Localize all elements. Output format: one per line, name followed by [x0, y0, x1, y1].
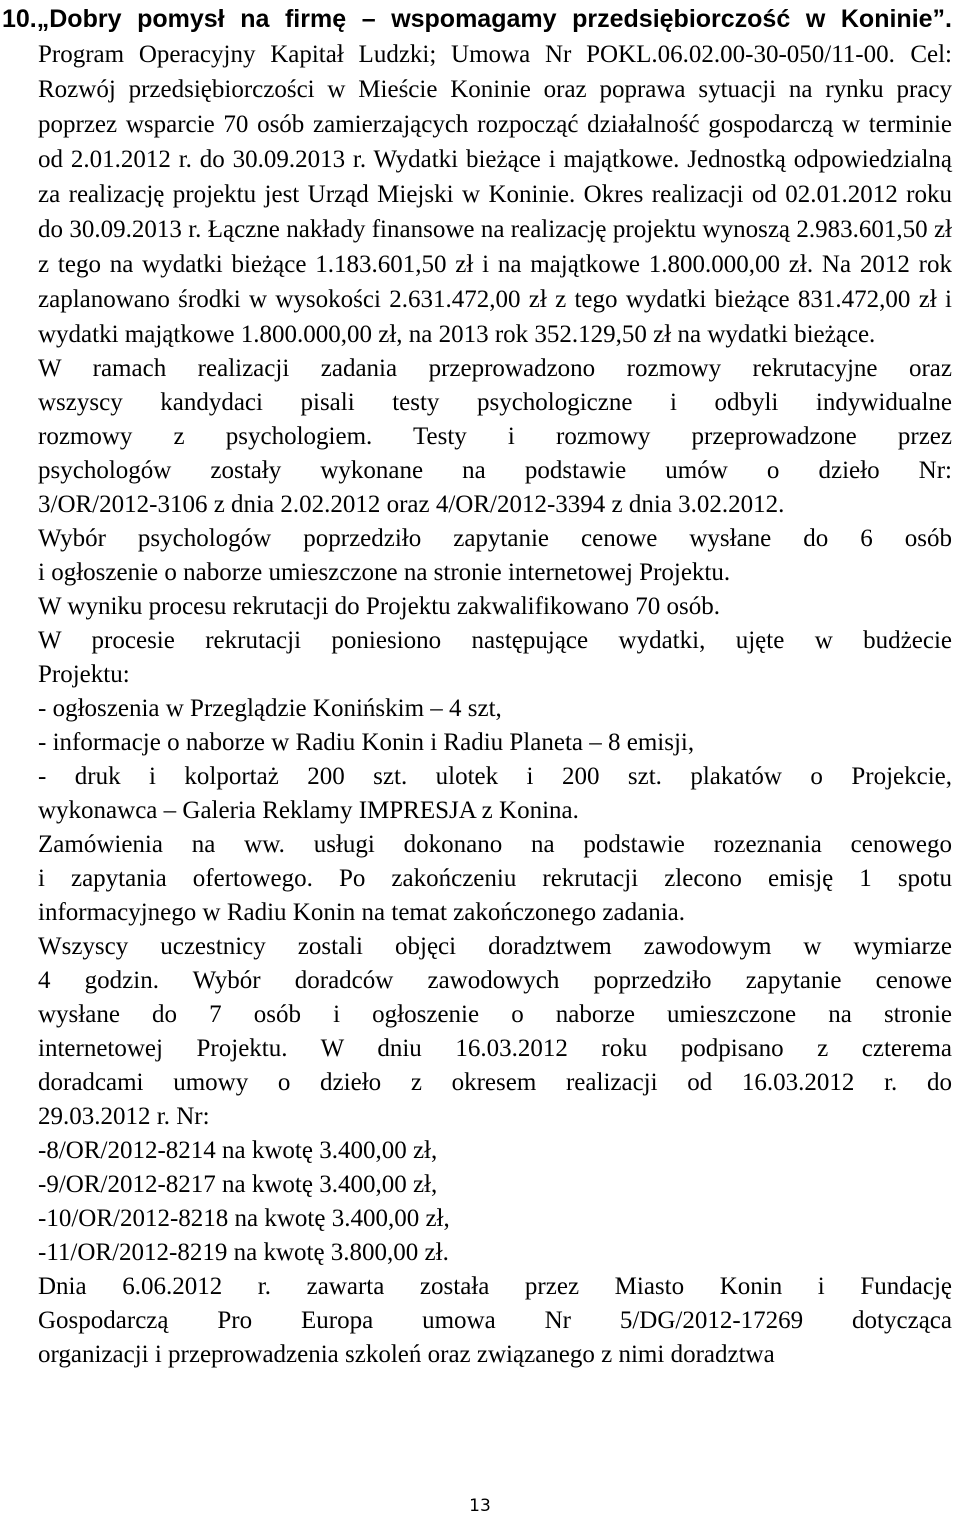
text-line: wysłane do 7 osób i ogłoszenie o naborze umieszczone na stronie [38, 1001, 952, 1028]
paragraph [38, 828, 952, 930]
paragraph [38, 1168, 952, 1202]
text-line: Gospodarczą Pro Europa umowa Nr 5/DG/2012-17269 dotycząca [38, 1307, 952, 1334]
section-description: Cel: Rozwój przedsiębiorczości w Mieście Koninie oraz poprawa sytuacji na rynku pracy poprzez wsparcie 70 osób zamierzających rozpocząć działalność gospodarczą w terminie od 2.01.2012 r. do 30.09.2013 r. Wydatki bieżące i majątkowe. Jednostką odpowiedzialną za realizację projektu jest Urząd Miejski w Koninie. Okres realizacji od 02.01.2012 roku do 30.09.2013 r. Łączne nakłady finansowe na realizację projektu wynoszą 2.983.601,50 zł z tego na wydatki bieżące 1.183.601,50 zł i na majątkowe 1.800.000,00 zł. Na 2012 rok zaplanowano środki w wysokości 2.631.472,00 zł z tego wydatki bieżące 831.472,00 zł i wydatki majątkowe 1.800.000,00 zł, na 2013 rok 352.129,50 zł na wydatki bieżące. [38, 41, 952, 348]
text-line: W ramach realizacji zadania przeprowadzono rozmowy rekrutacyjne oraz [38, 355, 952, 382]
text-line: - informacje o naborze w Radiu Konin i Radiu Planeta – 8 emisji, [38, 729, 695, 756]
section-heading [2, 2, 952, 352]
text-line: wszyscy kandydaci pisali testy psychologiczne i odbyli indywidualne [38, 389, 952, 416]
text-line: Projektu: [38, 661, 130, 688]
text-line: internetowej Projektu. W dniu 16.03.2012 roku podpisano z czterema [38, 1035, 952, 1062]
paragraph [38, 522, 952, 590]
document-body [38, 352, 952, 1372]
paragraph [38, 352, 952, 522]
text-line: rozmowy z psychologiem. Testy i rozmowy przeprowadzone przez [38, 423, 952, 450]
text-line: psychologów zostały wykonane na podstawie umów o dzieło Nr: [38, 457, 952, 484]
text-line: -11/OR/2012-8219 na kwotę 3.800,00 zł. [38, 1239, 449, 1266]
section-heading-title: 10.„Dobry pomysł na firmę – wspomagamy przedsiębiorczość w Koninie”. [2, 5, 952, 33]
paragraph [38, 1270, 952, 1372]
text-line: Zamówienia na ww. usługi dokonano na podstawie rozeznania cenowego [38, 831, 952, 858]
text-line: -8/OR/2012-8214 na kwotę 3.400,00 zł, [38, 1137, 438, 1164]
text-line: -10/OR/2012-8218 na kwotę 3.400,00 zł, [38, 1205, 450, 1232]
paragraph [38, 930, 952, 1134]
paragraph [38, 760, 952, 828]
paragraph [38, 726, 952, 760]
section-heading-program: Program Operacyjny Kapitał Ludzki; Umowa Nr POKL.06.02.00-30-050/11-00. [38, 41, 895, 68]
text-line: 4 godzin. Wybór doradców zawodowych poprzedziło zapytanie cenowe [38, 967, 952, 994]
text-line: i ogłoszenie o naborze umieszczone na stronie internetowej Projektu. [38, 559, 731, 586]
paragraph [38, 1236, 952, 1270]
paragraph [38, 692, 952, 726]
text-line: 3/OR/2012-3106 z dnia 2.02.2012 oraz 4/OR/2012-3394 z dnia 3.02.2012. [38, 491, 785, 518]
text-line: i zapytania ofertowego. Po zakończeniu rekrutacji zlecono emisję 1 spotu [38, 865, 952, 892]
paragraph [38, 1134, 952, 1168]
text-line: - ogłoszenia w Przeglądzie Konińskim – 4 szt, [38, 695, 502, 722]
text-line: W procesie rekrutacji poniesiono następujące wydatki, ujęte w budżecie [38, 627, 952, 654]
text-line: organizacji i przeprowadzenia szkoleń oraz związanego z nimi doradztwa [38, 1341, 775, 1368]
paragraph [38, 1202, 952, 1236]
paragraph [38, 624, 952, 692]
text-line: wykonawca – Galeria Reklamy IMPRESJA z Konina. [38, 797, 579, 824]
text-line: Wybór psychologów poprzedziło zapytanie cenowe wysłane do 6 osób [38, 525, 952, 552]
page-number: 13 [469, 1496, 491, 1516]
text-line: Dnia 6.06.2012 r. zawarta została przez Miasto Konin i Fundację [38, 1273, 952, 1300]
paragraph [38, 590, 952, 624]
text-line: doradcami umowy o dzieło z okresem realizacji od 16.03.2012 r. do [38, 1069, 952, 1096]
text-line: 29.03.2012 r. Nr: [38, 1103, 210, 1130]
text-line: W wyniku procesu rekrutacji do Projektu zakwalifikowano 70 osób. [38, 593, 721, 620]
text-line: -9/OR/2012-8217 na kwotę 3.400,00 zł, [38, 1171, 438, 1198]
text-line: informacyjnego w Radiu Konin na temat zakończonego zadania. [38, 899, 685, 926]
text-line: Wszyscy uczestnicy zostali objęci doradztwem zawodowym w wymiarze [38, 933, 952, 960]
text-line: - druk i kolportaż 200 szt. ulotek i 200 szt. plakatów o Projekcie, [38, 763, 952, 790]
